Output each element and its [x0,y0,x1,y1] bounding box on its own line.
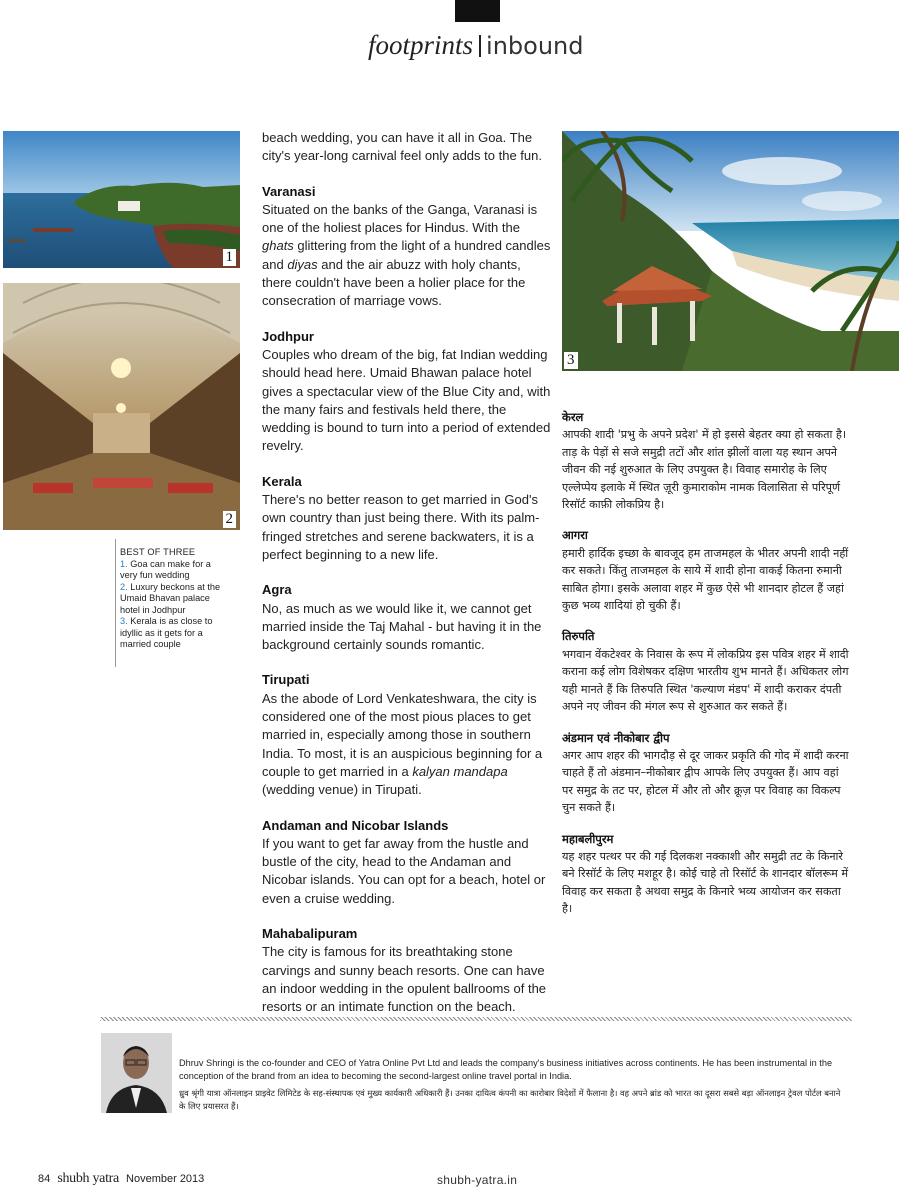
body-tirupati: As the abode of Lord Venkateshwara, the city is considered one of the most pious places to get married in, especially among those in southern India. To most, it is an auspicious beginning for a couple to get married in a kalyan mandapa (wedding venue) in Tirupati. [262,690,543,798]
header-bar [455,0,500,22]
hindi-article-column [562,409,850,918]
author-photo [101,1033,172,1113]
body-kerala-hi: आपकी शादी 'प्रभु के अपने प्रदेश' में हो इससे बेहतर क्या हो सकता है। ताड़ के पेड़ों से सजे समुद्री तटों और शांत झीलों वाला यह स्थान अपने जीवन की नई शुरुआत के लिए उपयुक्त है। विवाह समारोह के लिए एल्लेप्पेय इलाके में स्थित ज़ूरी कुमाराकोम नामक विलासिता से परिपूर्ण रिसॉर्ट काफ़ी लोकप्रिय है। [562,428,847,512]
body-tirupati-hi: भगवान वेंकटेश्वर के निवास के रूप में लोकप्रिय इस पवित्र शहर में शादी कराना कई लोग विशेषकर दक्षिण भारतीय शुभ मानते हैं। अधिकतर लोग यही मानते हैं कि तिरुपति स्थित 'कल्याण मंडप' में शादी कराकर दंपती अपने नए जीवन की मंगल रूप से शुरुआत कर सकते हैं। [562,647,849,714]
page-number: 84 [38,1173,51,1185]
body-mahabalipuram: The city is famous for its breathtaking stone carvings and sunny beach resorts. One can have an indoor wedding in the opulent ballrooms of the resorts or an intimate function on the beach. [262,944,547,1015]
photo-ballroom [3,283,240,530]
caption-item: 2. Luxury beckons at the Umaid Bhavan palace hotel in Jodhpur [120,581,221,615]
caption-item: 1. Goa can make for a very fun wedding [120,558,211,580]
body-mahabalipuram-hi: यह शहर पत्थर पर की गई दिलकश नक्काशी और समुद्री तट के किनारे बने रिसॉर्ट के लिए मशहूर है। कोई चाहे तो रिसॉर्ट के शानदार बॉलरूम में विवाह कर सकता है अथवा समुद्र के किनारे भव्य आयोजन कर सकता है। [562,849,849,916]
heading-kerala: Kerala [262,473,302,489]
caption-item: 3. Kerala is as close to idyllic as it gets for a married couple [120,616,213,649]
english-article-column [262,129,552,1016]
intro-paragraph: beach wedding, you can have it all in Goa. The city's year-long carnival feel only adds to the fun. [262,130,542,164]
caption-title: BEST OF THREE [120,547,196,557]
author-bio-english: Dhruv Shringi is the co-founder and CEO of Yatra Online Pvt Ltd and leads the company's business initiatives across continents. He has been instrumental in the conception of the brand from an idea to becoming the second-largest online travel portal in India. [179,1058,833,1081]
body-varanasi: Situated on the banks of the Ganga, Varanasi is one of the holiest places for Hindus. With the ghats glittering from the light of a hundred candles and diyas and the air abuzz with holy chants, there couldn't have been a holier place for the consecration of marriage vows. [262,201,551,309]
heading-mahabalipuram-hi: महाबलीपुरम [562,831,614,846]
section-title: footprints [368,30,474,60]
photo-kerala [562,131,899,371]
heading-mahabalipuram: Mahabalipuram [262,925,358,941]
heading-varanasi: Varanasi [262,183,316,199]
section-header [368,30,583,61]
heading-tirupati: Tirupati [262,672,310,688]
heading-kerala-hi: केरल [562,410,584,424]
photo-number: 3 [564,352,578,369]
website-url: shubh-yatra.in [437,1173,518,1187]
heading-agra-hi: आगरा [562,528,588,543]
body-agra-hi: हमारी हार्दिक इच्छा के बावजूद हम ताजमहल के भीतर अपनी शादी नहीं कर सकते। किंतु ताजमहल के साये में शादी होना वाकई कितना रुमानी साबित होगा। इसके अलावा शहर में कुछ ऐसे भी शानदार होटल हैं जहां कुछ भव्य शादियां हो चुकी हैं। [562,546,849,613]
body-andaman-hi: अगर आप शहर की भागदौड़ से दूर जाकर प्रकृति की गोद में शादी करना चाहते हैं तो अंडमान–नीकोबार द्वीप आपके लिए उपयुक्त हैं। आप वहां पर समुद्र के तट पर, होटल में और तो और क्रूज़ पर विवाह का विकल्प चुन सकते हैं। [562,748,849,815]
photo-number: 1 [223,249,237,266]
heading-andaman-hi: अंडमान एवं नीकोबार द्वीप [562,730,670,745]
body-kerala: There's no better reason to get married in God's own country than just being there. With its palm-fringed stretches and serene backwaters, it is a perfect beginning to a new life. [262,492,540,562]
body-agra: No, as much as we would like it, we cannot get married inside the Taj Mahal - but having it in the background certainly sounds romantic. [262,600,542,653]
heading-agra: Agra [262,582,292,598]
heading-tirupati-hi: तिरुपति [562,629,595,644]
author-bio-hindi: ध्रुव श्रृंगी यात्रा ऑनलाइन प्राइवेट लिमिटेड के सह-संस्थापक एवं मुख्य कार्यकारी अधिकारी हैं। उनका दायित्व कंपनी का कारोबार विदेशों में फैलाना है। वह अपने ब्रांड को भारत का दूसरा सबसे बड़ा ऑनलाइन ट्रेवल पोर्टल बनाने के लिए प्रयासरत हैं। [179,1088,841,1111]
header-separator [479,35,481,57]
issue-date: November 2013 [126,1173,205,1185]
section-subtitle: inbound [486,32,584,60]
magazine-name: shubh yatra [57,1171,119,1186]
body-andaman: If you want to get far away from the hustle and bustle of the city, head to the Andaman and Nicobar islands. You can opt for a beach, hotel or even a cruise wedding. [262,835,546,906]
heading-jodhpur: Jodhpur [262,328,314,344]
photo-caption [115,539,234,667]
heading-andaman: Andaman and Nicobar Islands [262,817,449,833]
photo-number: 2 [223,511,237,528]
footer-info [38,1171,204,1187]
photo-goa [3,131,240,268]
section-divider [100,1017,852,1021]
body-jodhpur: Couples who dream of the big, fat Indian wedding should head here. Umaid Bhawan palace hotel gives a spectacular view of the Blue City and, with the many fairs and festivals held there, the wedding is bound to turn into a period of extended revelry. [262,346,551,454]
